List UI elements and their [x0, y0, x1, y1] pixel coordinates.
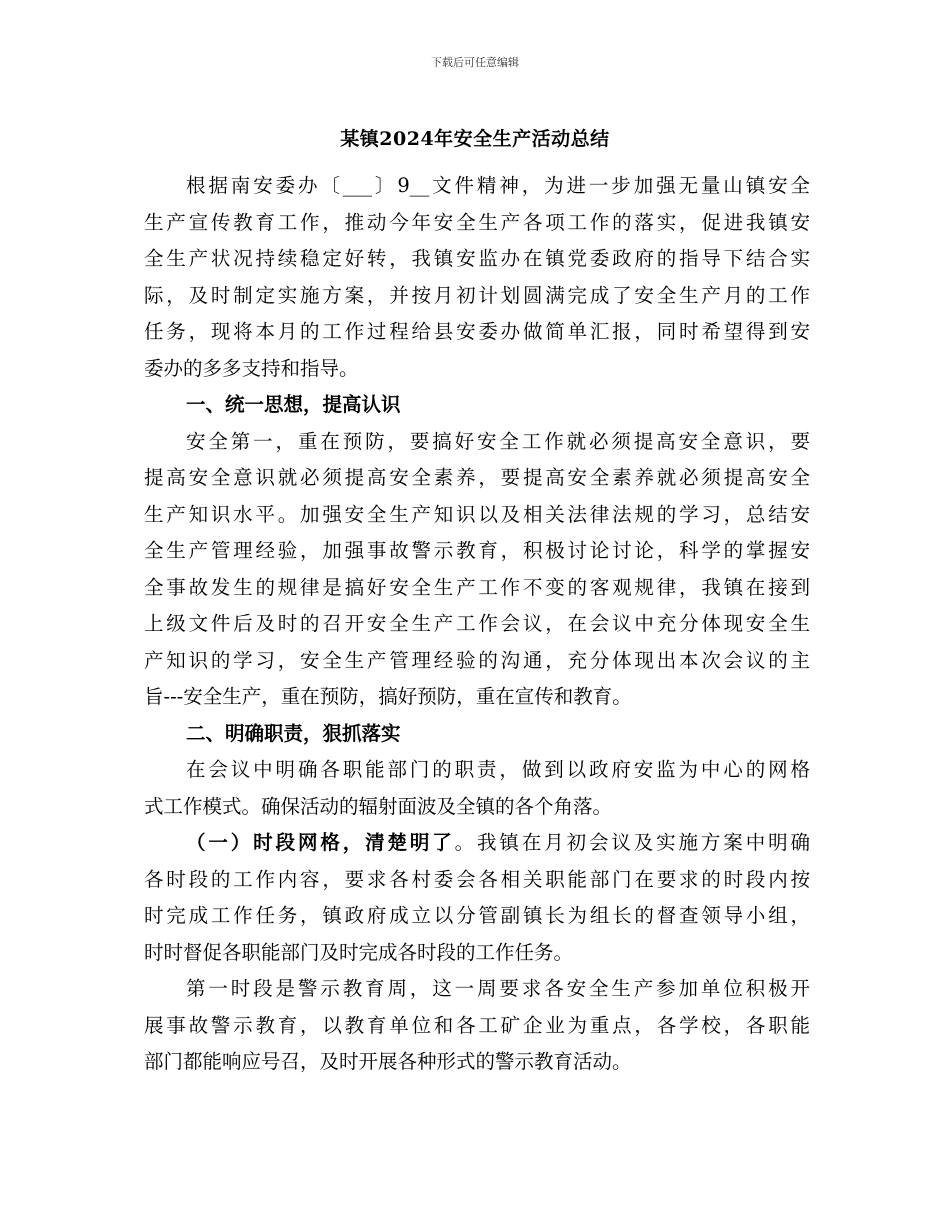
text-line: 上级文件后及时的召开安全生产工作会议，在会议中充分体现安全生: [144, 612, 810, 635]
text-line: 际，及时制定实施方案，并按月初计划圆满完成了安全生产月的工作: [144, 283, 810, 307]
text-line: [144, 825, 810, 862]
page-header: 下载后可任意编辑: [431, 56, 519, 69]
text-line: 时时督促各职能部门及时完成各时段的工作任务。: [144, 940, 574, 964]
text-line: 在会议中明确各职能部门的职责，做到以政府安监为中心的网格: [186, 758, 810, 781]
paragraph-section-1: [144, 424, 810, 716]
text-line: 全事故发生的规律是搞好安全生产工作不变的客观规律，我镇在接到: [144, 575, 810, 599]
text-line: 产知识的学习，安全生产管理经验的沟通，充分体现出本次会议的主: [144, 648, 810, 672]
text-line: 时完成工作任务，镇政府成立以分管副镇长为组长的督查领导小组，: [144, 904, 810, 927]
text-line: 生产知识水平。加强安全生产知识以及相关法律法规的学习，总结安: [144, 502, 810, 526]
subsection-lead: （一）时段网格，清楚明了: [186, 831, 455, 854]
text-line: 安全第一，重在预防，要搞好安全工作就必须提高安全意识，要: [186, 429, 810, 453]
text-line: 全生产管理经验，加强事故警示教育，积极讨论讨论，科学的掌握安: [144, 539, 810, 562]
text-line: 全生产状况持续稳定好转，我镇安监办在镇党委政府的指导下结合实: [144, 247, 810, 270]
paragraph-subsection-1: [144, 825, 810, 971]
text-line: 式工作模式。确保活动的辐射面波及全镇的各个角落。: [144, 794, 613, 818]
document-body: [144, 168, 810, 1081]
section-heading-1: 一、统一思想，提高认识: [186, 393, 401, 416]
text-line: 第一时段是警示教育周，这一周要求各安全生产参加单位积极开: [186, 977, 810, 1000]
text-line: 生产宣传教育工作，推动今年安全生产各项工作的落实，促进我镇安: [144, 210, 810, 234]
text-line: 根据南安委办〔___〕9__文件精神，为进一步加强无量山镇安全: [186, 174, 810, 197]
text-line: 旨---安全生产，重在预防，搞好预防，重在宣传和教育。: [144, 685, 632, 708]
paragraph-section-2: [144, 752, 810, 825]
text-line: 提高安全意识就必须提高安全素养，要提高安全素养就必须提高安全: [144, 466, 810, 489]
subsection-lead-rest: 。我镇在月初会议及实施方案中明确: [454, 831, 810, 854]
text-line: 各时段的工作内容，要求各村委会各相关职能部门在要求的时段内按: [144, 867, 810, 891]
paragraph-period-1: [144, 971, 810, 1081]
text-line: 任务，现将本月的工作过程给县安委办做简单汇报，同时希望得到安: [144, 320, 810, 343]
section-heading-2: 二、明确职责，狠抓落实: [186, 721, 401, 745]
text-line: 展事故警示教育，以教育单位和各工矿企业为重点，各学校，各职能: [144, 1013, 810, 1037]
text-line: 委办的多多支持和指导。: [144, 356, 359, 380]
document-title: 某镇2024年安全生产活动总结: [340, 128, 610, 150]
text-line: 部门都能响应号召，及时开展各种形式的警示教育活动。: [144, 1050, 632, 1073]
paragraph-intro: [144, 168, 810, 387]
